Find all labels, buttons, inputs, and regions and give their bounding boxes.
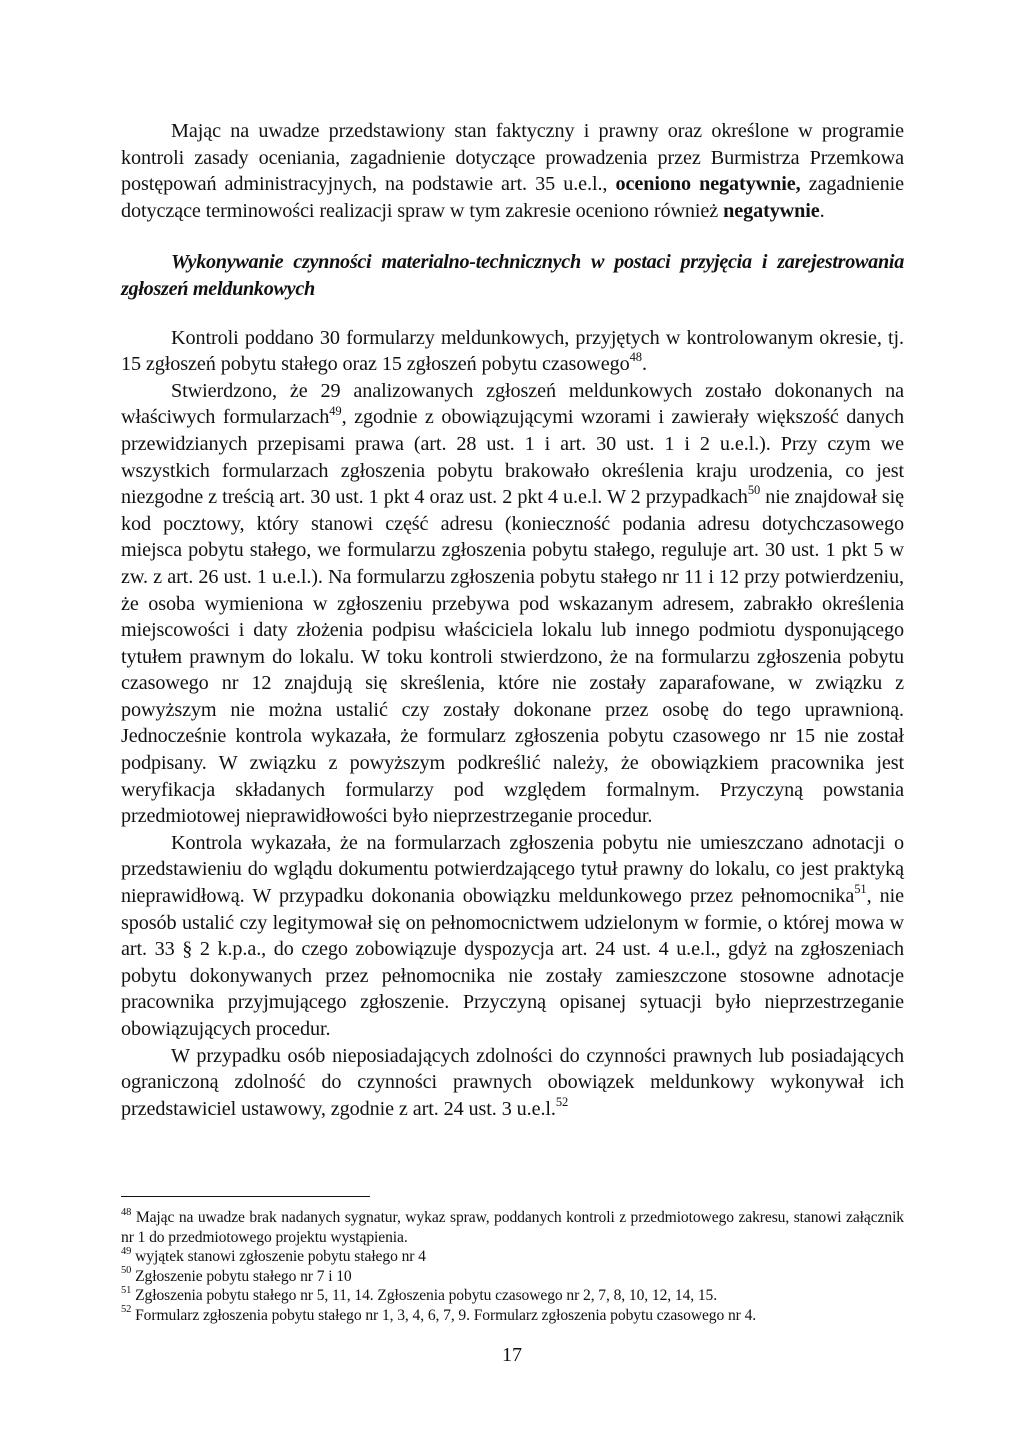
footnote-text: Zgłoszenie pobytu stałego nr 7 i 10 — [131, 1267, 352, 1285]
paragraph-text: . — [819, 199, 825, 222]
footnote-separator — [121, 1196, 370, 1197]
paragraph-text: . — [641, 353, 647, 376]
assessment-bold: negatywnie — [723, 199, 820, 222]
footnote-number: 48 — [121, 1206, 132, 1218]
paragraph-text: Kontroli poddano 30 formularzy meldunkowych, przyjętych w kontrolowanym okresie, tj. 15 zgłoszeń pobytu stałego oraz 15 zgłoszeń pobytu czasowego — [121, 326, 904, 376]
footnote-number: 50 — [121, 1265, 132, 1277]
footnote-item — [121, 1208, 904, 1247]
footnote-text: Formularz zgłoszenia pobytu stałego nr 1, 3, 4, 6, 7, 9. Formularz zgłoszenia pobytu czasowego nr 4. — [131, 1306, 757, 1324]
paragraph-summary — [121, 118, 904, 224]
footnote-ref[interactable]: 52 — [555, 1095, 569, 1110]
section-heading: Wykonywanie czynności materialno-technicznych w postaci przyjęcia i zarejestrowania zgłoszeń meldunkowych — [121, 251, 904, 300]
paragraph-legal-representative — [121, 1043, 904, 1123]
paragraph-text: Mając na uwadze przedstawiony stan faktyczny i prawny oraz określone w programie kontroli zasady oceniania, zagadnienie dotyczące prowadzenia przez Burmistrza Przemkowa postępowań administracyjnych, na podstawie art. 35 u.e.l., — [121, 120, 904, 196]
paragraph-text: W przypadku osób nieposiadających zdolności do czynności prawnych lub posiadających ograniczoną zdolność do czynności prawnych obowiązek meldunkowy wykonywał ich przedstawiciel ustawowy, zgodnie z art. 24 ust. 3 u.e.l. — [121, 1044, 904, 1120]
paragraph-forms-checked — [121, 325, 904, 378]
footnote-ref[interactable]: 48 — [629, 350, 642, 365]
paragraph-text: nie znajdował się kod pocztowy, który stanowi część adresu (konieczność podania adresu dotychczasowego miejsca pobytu stałego, we formularzu zgłoszenia pobytu stałego, reguluje art. 30 ust. 1 pkt 5 w zw. z art. 26 ust. 1 u.e.l.). Na formularzu zgłoszenia pobytu stałego nr 11 i 12 przy potwierdzeniu, że osoba wymieniona w zgłoszeniu przebywa pod wskazanym adresem, zabrakło określenia miejscowości i daty złożenia podpisu właściciela lokalu lub innego podmiotu dysponującego tytułem prawnym do lokalu. W toku kontroli stwierdzono, że na formularzu zgłoszenia pobytu czasowego nr 12 znajdują się skreślenia, które nie zostały zaparafowane, w związku z powyższym nie można ustalić czy zostały dokonane przez osobę do tego uprawnioną. Jednocześnie kontrola wykazała, że formularz zgłoszenia pobytu czasowego nr 15 nie został podpisany. W związku z powyższym podkreślić należy, że obowiązkiem pracownika jest weryfikacja składanych formularzy pod względem formalnym. Przyczyną powstania przedmiotowej nieprawidłowości było nieprzestrzeganie procedur. — [121, 486, 904, 828]
footnote-item — [121, 1267, 904, 1287]
footnote-item — [121, 1286, 904, 1306]
paragraph-text: Stwierdzono, że 29 analizowanych zgłoszeń meldunkowych zostało dokonanych na właściwych formularzach — [121, 379, 904, 429]
footnote-number: 52 — [121, 1304, 132, 1316]
footnote-ref[interactable]: 51 — [854, 882, 867, 897]
footnote-ref[interactable]: 49 — [329, 403, 342, 418]
footnote-ref[interactable]: 50 — [747, 483, 761, 498]
footnote-item — [121, 1247, 904, 1267]
page-number: 17 — [502, 1344, 522, 1366]
paragraph-findings — [121, 378, 904, 830]
assessment-bold: oceniono negatywnie, — [615, 173, 801, 196]
paragraph-text: Kontrola wykazała, że na formularzach zgłoszenia pobytu nie umieszczano adnotacji o przedstawieniu do wglądu dokumentu potwierdzającego tytuł prawny do lokalu, co jest praktyką nieprawidłową. W przypadku dokonania obowiązku meldunkowego przez pełnomocnika — [121, 831, 904, 908]
footnote-item — [121, 1306, 904, 1326]
paragraph-annotations — [121, 830, 904, 1043]
footnote-text: wyjątek stanowi zgłoszenie pobytu stałego nr 4 — [131, 1248, 426, 1265]
document-body — [121, 118, 904, 1122]
footnote-number: 51 — [121, 1284, 132, 1296]
footnote-number: 49 — [121, 1245, 132, 1257]
footnote-text: Zgłoszenia pobytu stałego nr 5, 11, 14. Zgłoszenia pobytu czasowego nr 2, 7, 8, 10, 12, 14, 15. — [131, 1287, 718, 1304]
footnote-text: Mając na uwadze brak nadanych sygnatur, wykaz spraw, poddanych kontroli z przedmiotowego zakresu, stanowi załącznik nr 1 do przedmiotowego projektu wystąpienia. — [121, 1209, 904, 1246]
paragraph-text: zagadnienie dotyczące terminowości realizacji spraw w tym zakresie oceniono również — [121, 173, 904, 222]
footnotes — [121, 1208, 904, 1325]
paragraph-text: , nie sposób ustalić czy legitymował się on pełnomocnictwem udzielonym w formie, o której mowa w art. 33 § 2 k.p.a., do czego zobowiązuje dyspozycja art. 24 ust. 4 u.e.l., gdyż na zgłoszeniach pobytu dokonywanych przez pełnomocnika nie zostały zamieszczone stosowne adnotacje pracownika przyjmującego zgłoszenie. Przyczyną opisanej sytuacji było nieprzestrzeganie obowiązujących procedur. — [121, 885, 904, 1040]
paragraph-text: , zgodnie z obowiązującymi wzorami i zawierały większość danych przewidzianych przepisami prawa (art. 28 ust. 1 i art. 30 ust. 1 i 2 u.e.l.). Przy czym we wszystkich formularzach zgłoszenia pobytu brakowało określenia kraju urodzenia, co jest niezgodne z treścią art. 30 ust. 1 pkt 4 oraz ust. 2 pkt 4 u.e.l. W 2 przypadkach — [121, 406, 904, 509]
